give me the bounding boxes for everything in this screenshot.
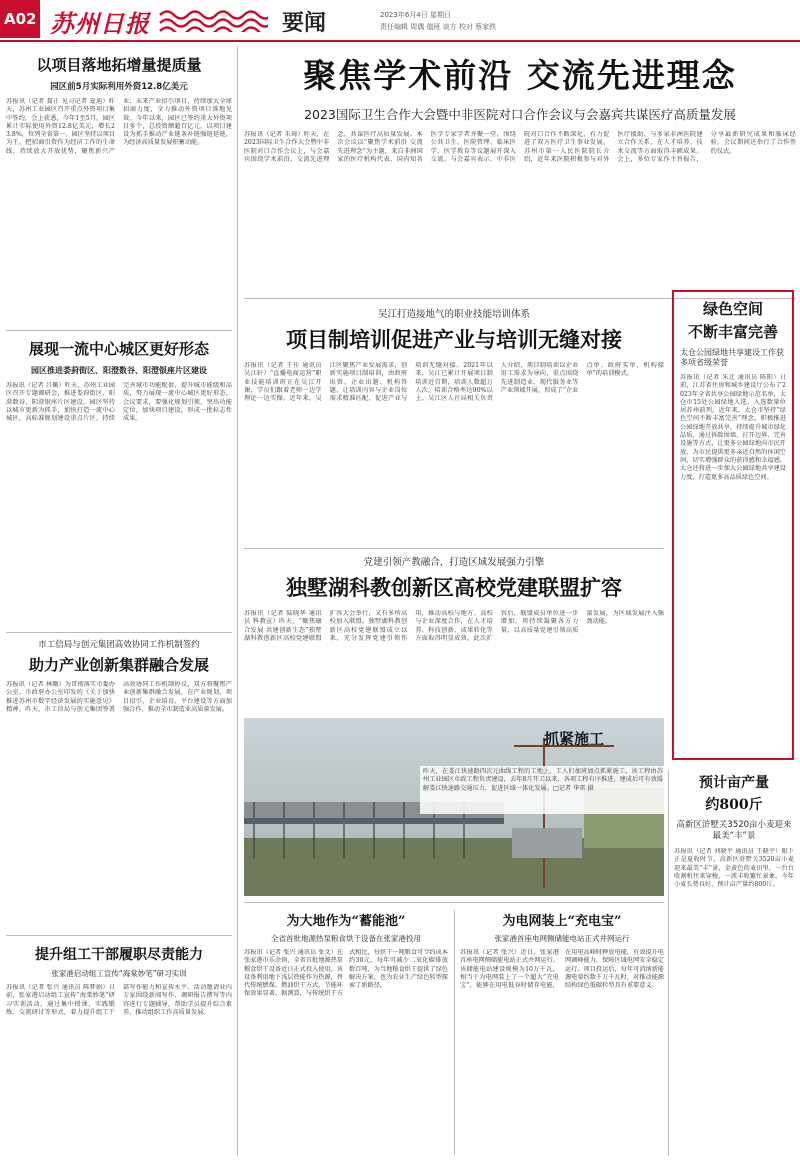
article-industry-cluster <box>6 638 232 939</box>
lead-title: 聚焦学术前沿 交流先进理念 <box>303 56 737 95</box>
article-geothermal <box>244 910 448 1149</box>
green-title-line1: 绿色空间 <box>702 300 763 318</box>
article-project-training <box>244 306 664 540</box>
article-kicker: 吴江打造接地气的职业技能培训体系 <box>377 309 530 320</box>
section-name: 要闻 <box>282 10 327 36</box>
article-subtitle: 园区前5月实际利用外资12.8亿美元 <box>50 82 188 92</box>
article-title: 项目制培训促进产业与培训无缝对接 <box>286 327 622 352</box>
photo-caption: 昨天，在娄江快速路四次元曲线工程的工地上，工人们加班加点抓紧施工，该工程由苏州工业园区市政工程负责建设，去年8月开工以来，各项工程有序推进，建成后可有效缓解娄江快速路交通压力，促进区域一体化发展。□记者 华雷 摄 <box>420 766 666 814</box>
article-subtitle: 园区推进娄葑街区、阳澄数谷、阳澄银座片区建设 <box>31 366 207 375</box>
article-body: 苏报讯（记者 林珊）为贯彻落实市委办公室、市政府办公室印发的《关于加快推进苏州市数字经济发展的实施意见》精神，昨天，市工信局与创元集团签署高效协同工作机制协议，双方将聚焦产业创新集群融合发展，在产业规划、项目招引、企业培育、平台建设等方面加强合作，推动全市制造业高质量发展。 <box>6 681 232 713</box>
article-title: 展现一流中心城区更好形态 <box>28 340 209 358</box>
article-body: 苏报讯（记者 吕佩）昨天，苏州工业园区召开专题调研会，推进娄葑街区、阳澄数谷、阳澄银座片区建设。园区坚持以城市更新为抓手，加快打造一流中心城区，高标准规划建设重点片区，持续完善城市功能配套，提升城市能级和品质，努力展现一流中心城区更好形态。会议要求，要强化规划引领，突出功能定位，加快项目建设，形成一批标志性成果。 <box>6 382 232 423</box>
article-central-district <box>6 338 232 650</box>
article-subtitle: 张家港首座电网侧储能电站正式并网运行 <box>494 934 630 943</box>
lead-article <box>244 50 796 291</box>
column-divider <box>454 910 455 1155</box>
article-kicker: 党建引领产教融合，打造区域发展强力引擎 <box>363 557 545 568</box>
article-cadre-training <box>6 944 232 1154</box>
article-title: 提升组工干部履职尽责能力 <box>35 947 203 963</box>
divider <box>6 632 232 633</box>
article-body: 苏报讯（记者 张兴）近日，张家港首座电网侧储能电站正式并网运行。该储能电站建设规模为10万千瓦，相当于为电网装上了一个超大“充电宝”，能够在用电低谷时储存电能，在用电高峰时释放电能，有效提升电网调峰能力，保障区域电网安全稳定运行。项目投运后，每年可消纳新能源电量约数千万千瓦时，对推动能源结构绿色低碳转型具有重要意义。 <box>460 949 664 990</box>
divider <box>244 902 664 903</box>
paper-name-logo: 苏州日报 <box>50 9 150 38</box>
green-space-box <box>672 290 794 760</box>
wave-decoration-icon <box>158 8 268 32</box>
divider <box>6 935 232 936</box>
green-subtitle: 太仓公园绿地共享建设工作获多项省级荣誉 <box>680 348 784 367</box>
photo-title: 抓紧施工 <box>544 730 605 748</box>
article-kicker: 市工信局与创元集团高效协同工作机制签约 <box>38 640 200 650</box>
article-party-alliance <box>244 554 664 702</box>
article-body: 苏报讯（记者 张兴 通讯员 陈梦娟）日前，张家港启动组工宣传“海棠妙笔”研习实训活动，通过集中授课、实践锻炼、交流研讨等形式，着力提升组工干部写作能力和宣传水平。活动邀请业内专家围绕新闻写作、调研报告撰写等内容进行专题辅导，帮助学员提升综合素养，推动组织工作高质量发展。 <box>6 984 232 1016</box>
article-body: 苏报讯（记者 刘晓平 通讯员 王晓平）眼下正是夏收时节，高新区浒墅关3520亩小麦迎来最美“丰”景，金黄色的麦田里，一台台收割机往来穿梭，一派丰收繁忙景象。今年小麦长势良好，预计亩产量约800斤。 <box>674 848 794 889</box>
divider <box>6 330 232 331</box>
article-title-line2: 约800斤 <box>705 797 763 813</box>
article-body: 苏报讯（记者 聂正 见习记者 夏迪）昨天，苏州工业园区召开重点外资项目集中签约，会上获悉，今年1至5月，园区累计实际使用外资12.8亿美元，增长23.8%，位列全省第一。园区坚持以项目为王，把招商引资作为经济工作的生命线，持续放大开放优势，聚焦新兴产业、未来产业招引项目，持续加大全球招商力度，全力推动外资项目落地见效。今年以来，园区已签约重大外资项目多个，总投资额超百亿元，以项目建设为抓手推动产业链条补链强链延链，为经济高质量发展积蓄动能。 <box>6 98 232 155</box>
column-divider <box>668 770 669 1156</box>
masthead <box>0 0 800 52</box>
date-line: 2023年6月4日 星期日 <box>380 11 451 19</box>
article-subtitle: 张家港启动组工宣传“海棠妙笔”研习实训 <box>51 969 187 978</box>
article-title: 为电网装上“充电宝” <box>502 914 622 929</box>
article-body: 苏报讯（记者 王佳 通讯员 吴江轩）“直播电商运营”职业技能培训班正在吴江开课，学员们跟着老师一边学理论一边实操。近年来，吴江区聚焦产业发展需求，创新实施项目制培训，由政府出资、企业出题、机构答题，让培训内容与企业岗位需求精准匹配，促进产业与培训无缝对接。2021年以来，吴江已累计开展项目制培训近百期，培训人数超万人次，培训合格率达90%以上。吴江区人社局相关负责人介绍，项目制培训以企业用工需求为导向，重点围绕先进制造业、现代服务业等产业领域开展，形成了“企业点单、政府买单、机构接单”的培训模式。 <box>244 362 664 403</box>
page-number: A02 <box>4 10 37 28</box>
lead-body: 苏报讯（记者 朱琦）昨天，在2023国际卫生合作大会暨中非医院对口合作会议上，与会嘉宾围绕学术前沿、交流先进理念，共谋医疗高质量发展。本次会议以“聚焦学术前沿 交流先进理念”为主题，来自非洲国家的医疗机构代表、国内知名医学专家学者齐聚一堂，围绕公共卫生、医院管理、临床医学、医学教育等议题展开深入交流。与会嘉宾表示，中非医院对口合作不断深化，有力促进了双方医疗卫生事业发展。苏州市第一人民医院院长介绍，近年来医院积极参与对外医疗援助，与多家非洲医院建立合作关系，在人才培养、技术交流等方面取得丰硕成果。会上，多位专家作主旨报告，分享最新研究成果和临床经验。会议期间还举行了合作签约仪式。 <box>244 131 796 163</box>
masthead-rule <box>0 40 800 42</box>
article-body: 苏报讯（记者 张兴 通讯员 张文）在张家港市乐余镇，全省首批地源热泵粮食烘干设备近日正式投入使用。该设备利用地下浅层热能作为热源，替代传统燃煤、燃油烘干方式，节能环保效果显著。据测算，与传统烘干方式相比，每烘干一吨粮食可节约成本约30元，每年可减少二氧化碳排放数百吨，为当地粮食烘干提供了绿色解决方案，也为农业生产绿色转型探索了新路径。 <box>244 949 448 998</box>
article-title: 为大地作为“蓄能池” <box>286 914 406 929</box>
article-subtitle: 全省首批地源热泵粮食烘干设备在张家港投用 <box>271 934 421 943</box>
staff-line: 责任编辑 周偶 值班 谈方 校对 蔡家铁 <box>380 23 497 31</box>
article-project-landing <box>6 54 232 318</box>
lead-subtitle: 2023国际卫生合作大会暨中非医院对口合作会议与会嘉宾共谋医疗高质量发展 <box>304 107 736 122</box>
divider <box>244 548 664 549</box>
green-body: 苏报讯（记者 朱迁 通讯员 陈阳）日前，江苏省住房和城乡建设厅公布了2023年全省共享公园绿地示范名单，太仓市15处公园绿地入选，入选数量位居苏州前列。近年来，太仓市坚持“绿色空间不断丰富完善”理念，积极推进公园绿地开放共享，持续提升城市绿化品质，通过拆除围墙、打开边界、完善设施等方式，让更多公园绿地向市民开放，为市民提供更多亲近自然的休闲空间，切实增强群众的获得感和幸福感。太仓还将进一步加大公园绿地共享建设力度，打造更多高品质绿色空间。 <box>680 374 786 481</box>
article-energy-storage <box>460 910 664 1149</box>
page-number-badge <box>0 0 40 38</box>
article-wheat-yield <box>674 772 794 1138</box>
article-subtitle: 高新区浒墅关3520亩小麦迎来最美“丰”景 <box>676 820 792 841</box>
article-title: 助力产业创新集群融合发展 <box>28 656 209 674</box>
article-title: 预计亩产量 <box>699 775 769 791</box>
article-title: 独墅湖科教创新区高校党建联盟扩容 <box>286 575 622 600</box>
article-body: 苏报讯（记者 陆晓华 通讯员 科教宣）昨天，“聚焦融合发展 共建创新生态”独墅湖科教创新区高校党建联盟扩容大会举行，又有多所高校加入联盟。独墅湖科教创新区高校党建联盟成立以来，充分发挥党建引领作用，推动高校与地方、高校与企业深度合作，在人才培养、科技创新、成果转化等方面取得明显成效。此次扩容后，联盟成员单位进一步增加，将持续凝聚各方力量，以高质量党建引领高质量发展，为区域发展注入强劲动能。 <box>244 610 664 642</box>
column-divider <box>237 46 238 1156</box>
green-title-line2: 不断丰富完善 <box>687 323 778 341</box>
article-title: 以项目落地拓增量提质量 <box>36 56 202 74</box>
